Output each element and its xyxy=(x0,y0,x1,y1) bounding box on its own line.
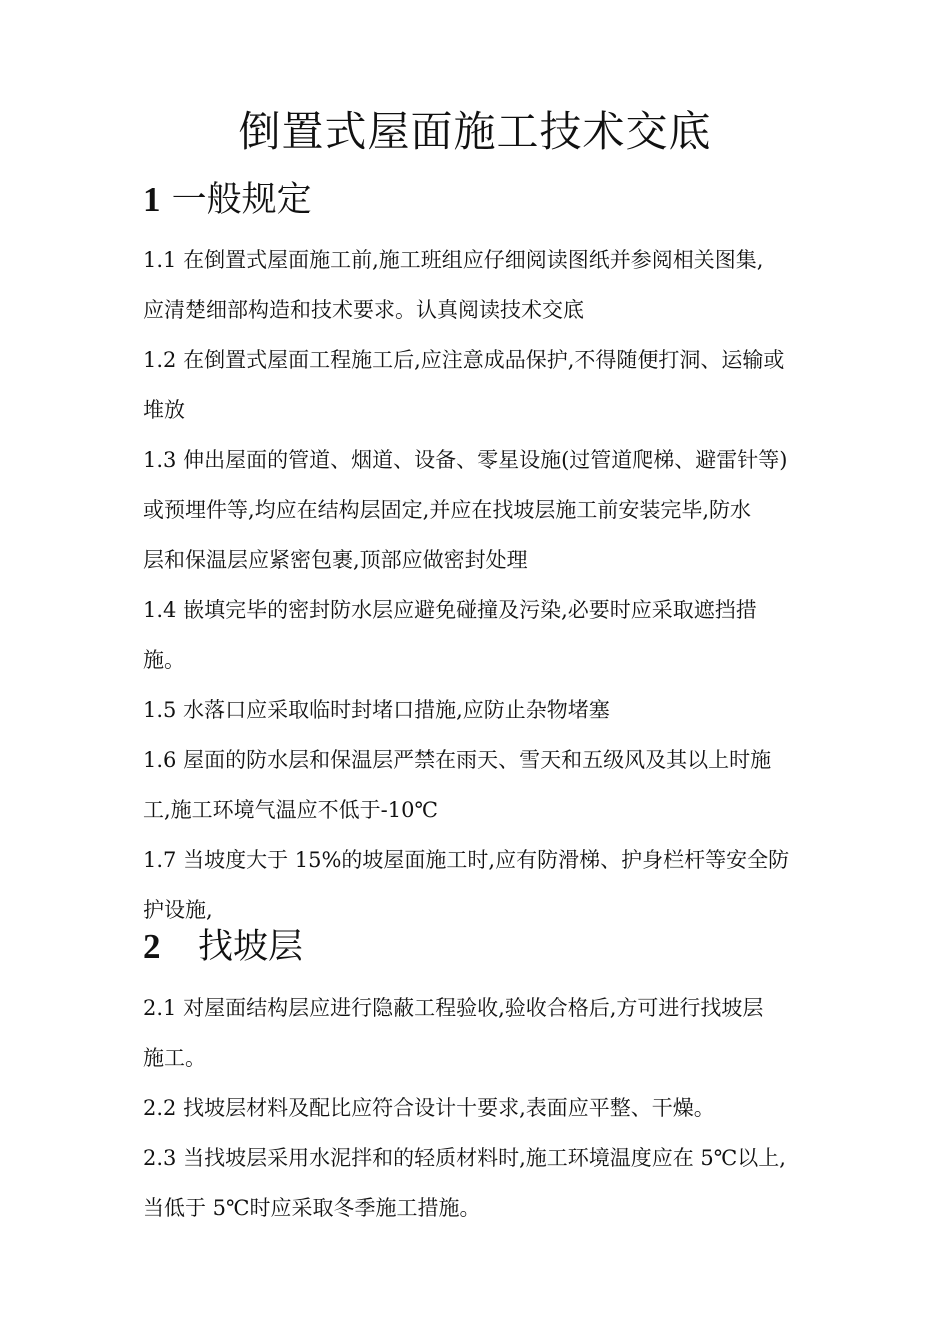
paragraph-line: 层和保温层应紧密包裹,顶部应做密封处理 xyxy=(143,548,528,572)
section-title: 找坡层 xyxy=(198,927,304,967)
section-title: 一般规定 xyxy=(171,180,312,220)
paragraph-line: 当低于 5℃时应采取冬季施工措施。 xyxy=(143,1196,481,1220)
paragraph-line: 1.3 伸出屋面的管道、烟道、设备、零星设施(过管道爬梯、避雷针等) xyxy=(143,448,788,472)
paragraph-line: 护设施, xyxy=(143,898,213,922)
paragraph-line: 工,施工环境气温应不低于-10℃ xyxy=(143,798,438,822)
paragraph-line: 1.6 屋面的防水层和保温层严禁在雨天、雪天和五级风及其以上时施 xyxy=(143,748,772,772)
paragraph-line: 施工。 xyxy=(143,1046,206,1070)
paragraph-line: 1.7 当坡度大于 15%的坡屋面施工时,应有防滑梯、护身栏杆等安全防 xyxy=(143,848,790,872)
paragraph-line: 应清楚细部构造和技术要求。认真阅读技术交底 xyxy=(143,298,584,322)
paragraph-line: 2.2 找坡层材料及配比应符合设计十要求,表面应平整、干燥。 xyxy=(143,1096,715,1120)
section-number: 2 xyxy=(143,927,161,966)
paragraph-line: 堆放 xyxy=(143,398,185,422)
paragraph-line: 施。 xyxy=(143,648,185,672)
section-number: 1 xyxy=(143,180,161,219)
paragraph-line: 2.3 当找坡层采用水泥拌和的轻质材料时,施工环境温度应在 5℃以上, xyxy=(143,1146,786,1170)
paragraph-line: 1.4 嵌填完毕的密封防水层应避免碰撞及污染,必要时应采取遮挡措 xyxy=(143,598,757,622)
paragraph-line: 1.5 水落口应采取临时封堵口措施,应防止杂物堵塞 xyxy=(143,698,610,722)
section-heading-2 xyxy=(143,925,303,969)
section-heading-1 xyxy=(143,178,312,222)
document-title: 倒置式屋面施工技术交底 xyxy=(238,107,712,156)
paragraph-line: 2.1 对屋面结构层应进行隐蔽工程验收,验收合格后,方可进行找坡层 xyxy=(143,996,764,1020)
paragraph-line: 1.1 在倒置式屋面施工前,施工班组应仔细阅读图纸并参阅相关图集, xyxy=(143,248,764,272)
paragraph-line: 或预埋件等,均应在结构层固定,并应在找坡层施工前安装完毕,防水 xyxy=(143,498,752,522)
paragraph-line: 1.2 在倒置式屋面工程施工后,应注意成品保护,不得随便打洞、运输或 xyxy=(143,348,785,372)
